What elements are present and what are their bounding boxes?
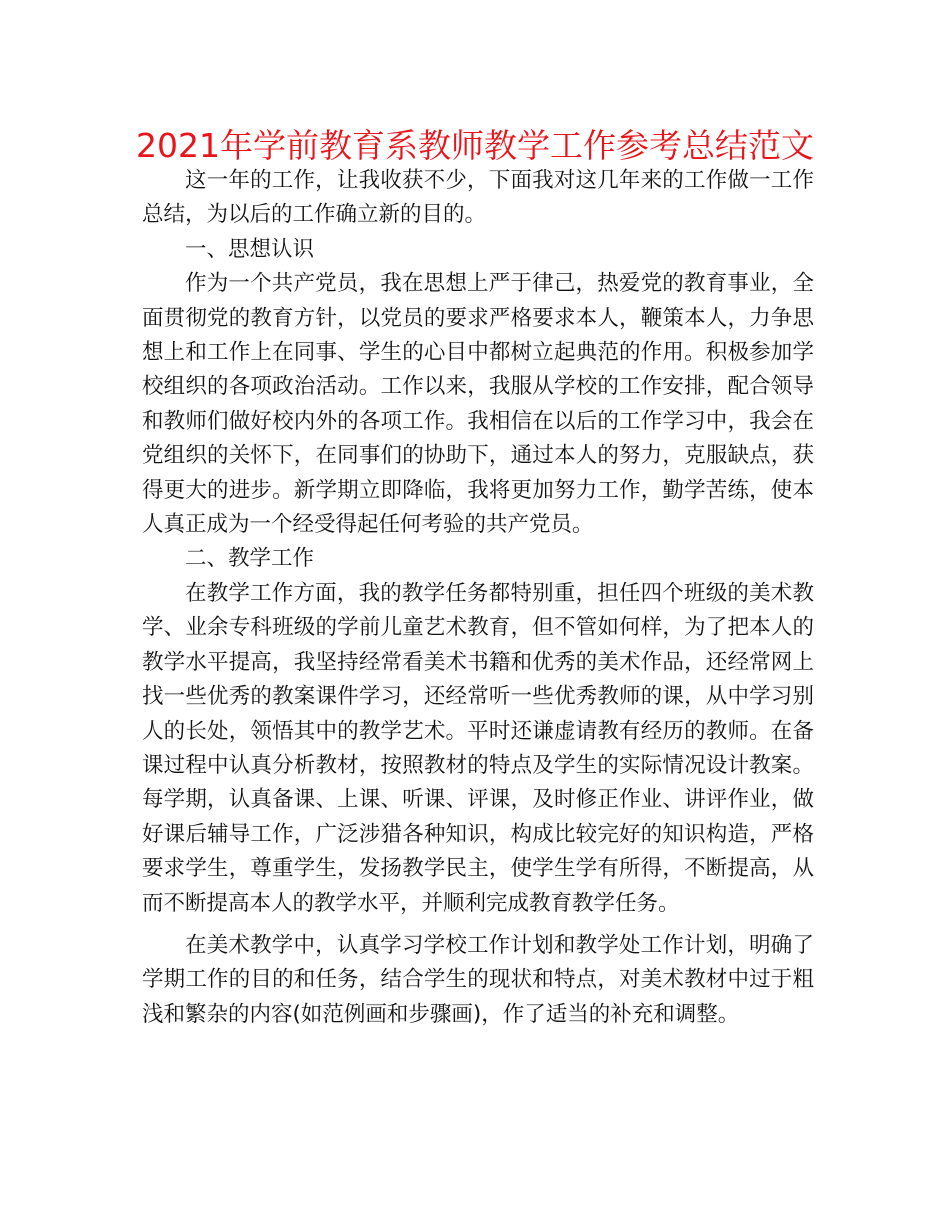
ideology-paragraph: 作为一个共产党员，我在思想上严于律己，热爱党的教育事业，全面贯彻党的教育方针，以党员的要求严格要求本人，鞭策本人，力争思想上和工作上在同事、学生的心目中都树立起典范的作用。积极参加学校组织的各项政治活动。工作以来，我服从学校的工作安排，配合领导和教师们做好校内外的各项工作。我相信在以后的工作学习中，我会在党组织的关怀下，在同事们的协助下，通过本人的努力，克服缺点，获得更大的进步。新学期立即降临，我将更加努力工作，勤学苦练，使本人真正成为一个经受得起任何考验的共产党员。 <box>142 271 814 538</box>
section-heading-teaching: 二、教学工作 <box>185 546 315 572</box>
art-teaching-paragraph: 在美术教学中，认真学习学校工作计划和教学处工作计划，明确了学期工作的目的和任务，结合学生的现状和特点，对美术教材中过于粗浅和繁杂的内容(如范例画和步骤画)，作了适当的补充和调整。 <box>142 932 814 1027</box>
document-title: 2021年学前教育系教师教学工作参考总结范文 <box>136 126 814 165</box>
document-body <box>142 164 814 1032</box>
intro-paragraph: 这一年的工作，让我收获不少，下面我对这几年来的工作做一工作总结，为以后的工作确立新的目的。 <box>142 168 814 228</box>
section-heading-ideology: 一、思想认识 <box>185 236 315 262</box>
teaching-paragraph: 在教学工作方面，我的教学任务都特别重，担任四个班级的美术教学、业余专科班级的学前儿童艺术教育，但不管如何样，为了把本人的教学水平提高，我坚持经常看美术书籍和优秀的美术作品，还经常网上找一些优秀的教案课件学习，还经常听一些优秀教师的课，从中学习别人的长处，领悟其中的教学艺术。平时还谦虚请教有经历的教师。在备课过程中认真分析教材，按照教材的特点及学生的实际情况设计教案。每学期，认真备课、上课、听课、评课，及时修正作业、讲评作业，做好课后辅导工作，广泛涉猎各种知识，构成比较完好的知识构造，严格要求学生，尊重学生，发扬教学民主，使学生学有所得，不断提高，从而不断提高本人的教学水平，并顺利完成教育教学任务。 <box>142 580 814 916</box>
